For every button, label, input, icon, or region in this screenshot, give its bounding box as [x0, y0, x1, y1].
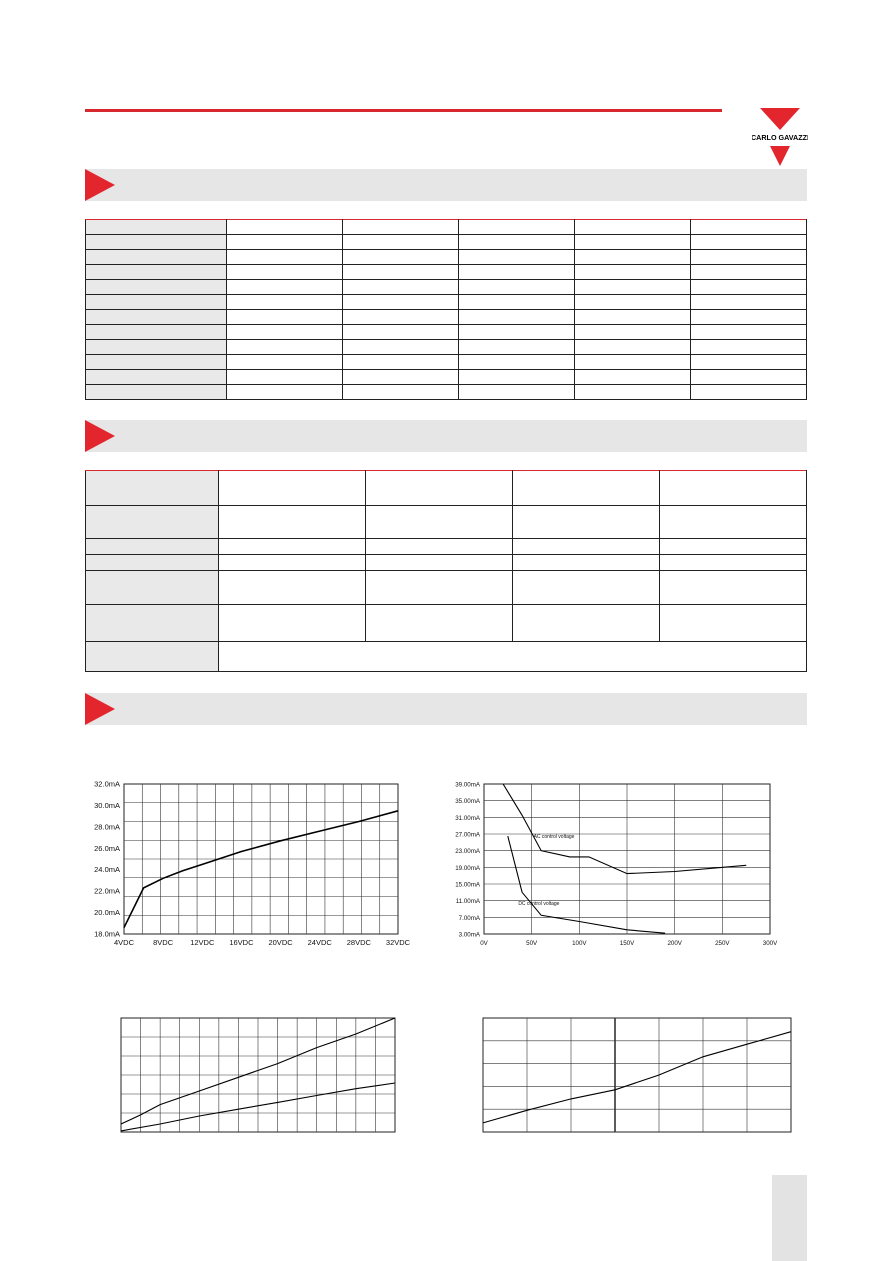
x-tick-label: 24VDC: [307, 938, 332, 947]
table-row: [86, 642, 807, 672]
y-tick-label: 23.00mA: [455, 848, 480, 856]
table-row: [86, 471, 807, 506]
y-tick-label: 22.0mA: [94, 886, 120, 896]
brand-logo: [752, 108, 808, 168]
x-tick-label: 4VDC: [113, 938, 135, 947]
y-tick-label: 7.00mA: [458, 914, 480, 922]
x-tick-label: 100V: [572, 940, 587, 947]
table-row: [86, 265, 807, 280]
page-number-tab: [772, 1175, 807, 1261]
section-band-3: [85, 693, 807, 725]
table-row: [86, 385, 807, 400]
table-row: [86, 539, 807, 555]
y-tick-label: 24.0mA: [94, 865, 120, 875]
chart-3: [115, 1010, 405, 1140]
table-row: [86, 370, 807, 385]
chart-2-grid: [484, 784, 770, 934]
y-tick-label: 11.00mA: [455, 898, 480, 906]
table-row: [86, 310, 807, 325]
y-tick-label: 18.0mA: [94, 929, 120, 939]
section-band-1: [85, 169, 807, 201]
plot-frame: [483, 1018, 791, 1132]
x-tick-label: 200V: [667, 940, 682, 947]
y-tick-label: 20.0mA: [94, 908, 120, 918]
table-row: [86, 295, 807, 310]
section-arrow-icon: [85, 420, 115, 452]
table-row: [86, 571, 807, 605]
y-tick-label: 26.0mA: [94, 843, 120, 853]
specifications-table-1: [85, 219, 807, 400]
chart-1: [80, 770, 420, 960]
x-tick-label: 28VDC: [346, 938, 371, 947]
chart-4: [475, 1010, 800, 1140]
chart-2-xlabels: [480, 940, 778, 947]
table-row: [86, 340, 807, 355]
table-row: [86, 325, 807, 340]
chart-1-ylabels: [94, 780, 120, 939]
chart-2-ylabels: [455, 782, 481, 939]
chart-2-lines: [503, 784, 746, 933]
chart-4-grid: [483, 1018, 791, 1132]
x-tick-label: 50V: [526, 940, 538, 947]
x-tick-label: 20VDC: [268, 938, 293, 947]
y-tick-label: 19.00mA: [455, 864, 480, 872]
table-row: [86, 235, 807, 250]
chart-1-lines: [124, 811, 398, 928]
section-band-2: [85, 420, 807, 452]
specifications-table-2: [85, 470, 807, 672]
series-label: DC control voltage: [518, 900, 560, 907]
chart-1-grid: [124, 784, 398, 934]
y-tick-label: 15.00mA: [455, 881, 480, 889]
y-tick-label: 27.00mA: [455, 831, 480, 839]
y-tick-label: 28.0mA: [94, 822, 120, 832]
x-tick-label: 8VDC: [153, 938, 174, 947]
header-rule: [85, 109, 722, 112]
x-tick-label: 300V: [762, 940, 778, 947]
x-tick-label: 250V: [715, 940, 730, 947]
chart-2-labels: [518, 834, 574, 907]
y-tick-label: 3.00mA: [458, 931, 480, 939]
x-tick-label: 150V: [619, 940, 635, 947]
x-tick-label: 0V: [480, 940, 488, 947]
y-tick-label: 31.00mA: [455, 814, 480, 822]
section-arrow-icon: [85, 693, 115, 725]
series-line: [503, 784, 746, 874]
y-tick-label: 39.00mA: [455, 781, 480, 789]
brand-logo-text: CARLO GAVAZZI: [752, 133, 808, 142]
chart-1-xlabels: [114, 938, 411, 947]
chart-2: [440, 770, 790, 960]
x-tick-label: 32VDC: [385, 938, 411, 947]
x-tick-label: 12VDC: [190, 938, 215, 947]
table-row: [86, 605, 807, 642]
series-label: AC control voltage: [533, 834, 575, 841]
table-row: [86, 555, 807, 571]
table-row: [86, 280, 807, 295]
y-tick-label: 35.00mA: [455, 798, 480, 806]
series-line: [124, 811, 398, 928]
table-row: [86, 506, 807, 539]
table-row: [86, 355, 807, 370]
table-row: [86, 250, 807, 265]
table-row: [86, 220, 807, 235]
x-tick-label: 16VDC: [229, 938, 254, 947]
section-arrow-icon: [85, 169, 115, 201]
y-tick-label: 32.0mA: [94, 779, 120, 789]
y-tick-label: 30.0mA: [94, 800, 120, 810]
